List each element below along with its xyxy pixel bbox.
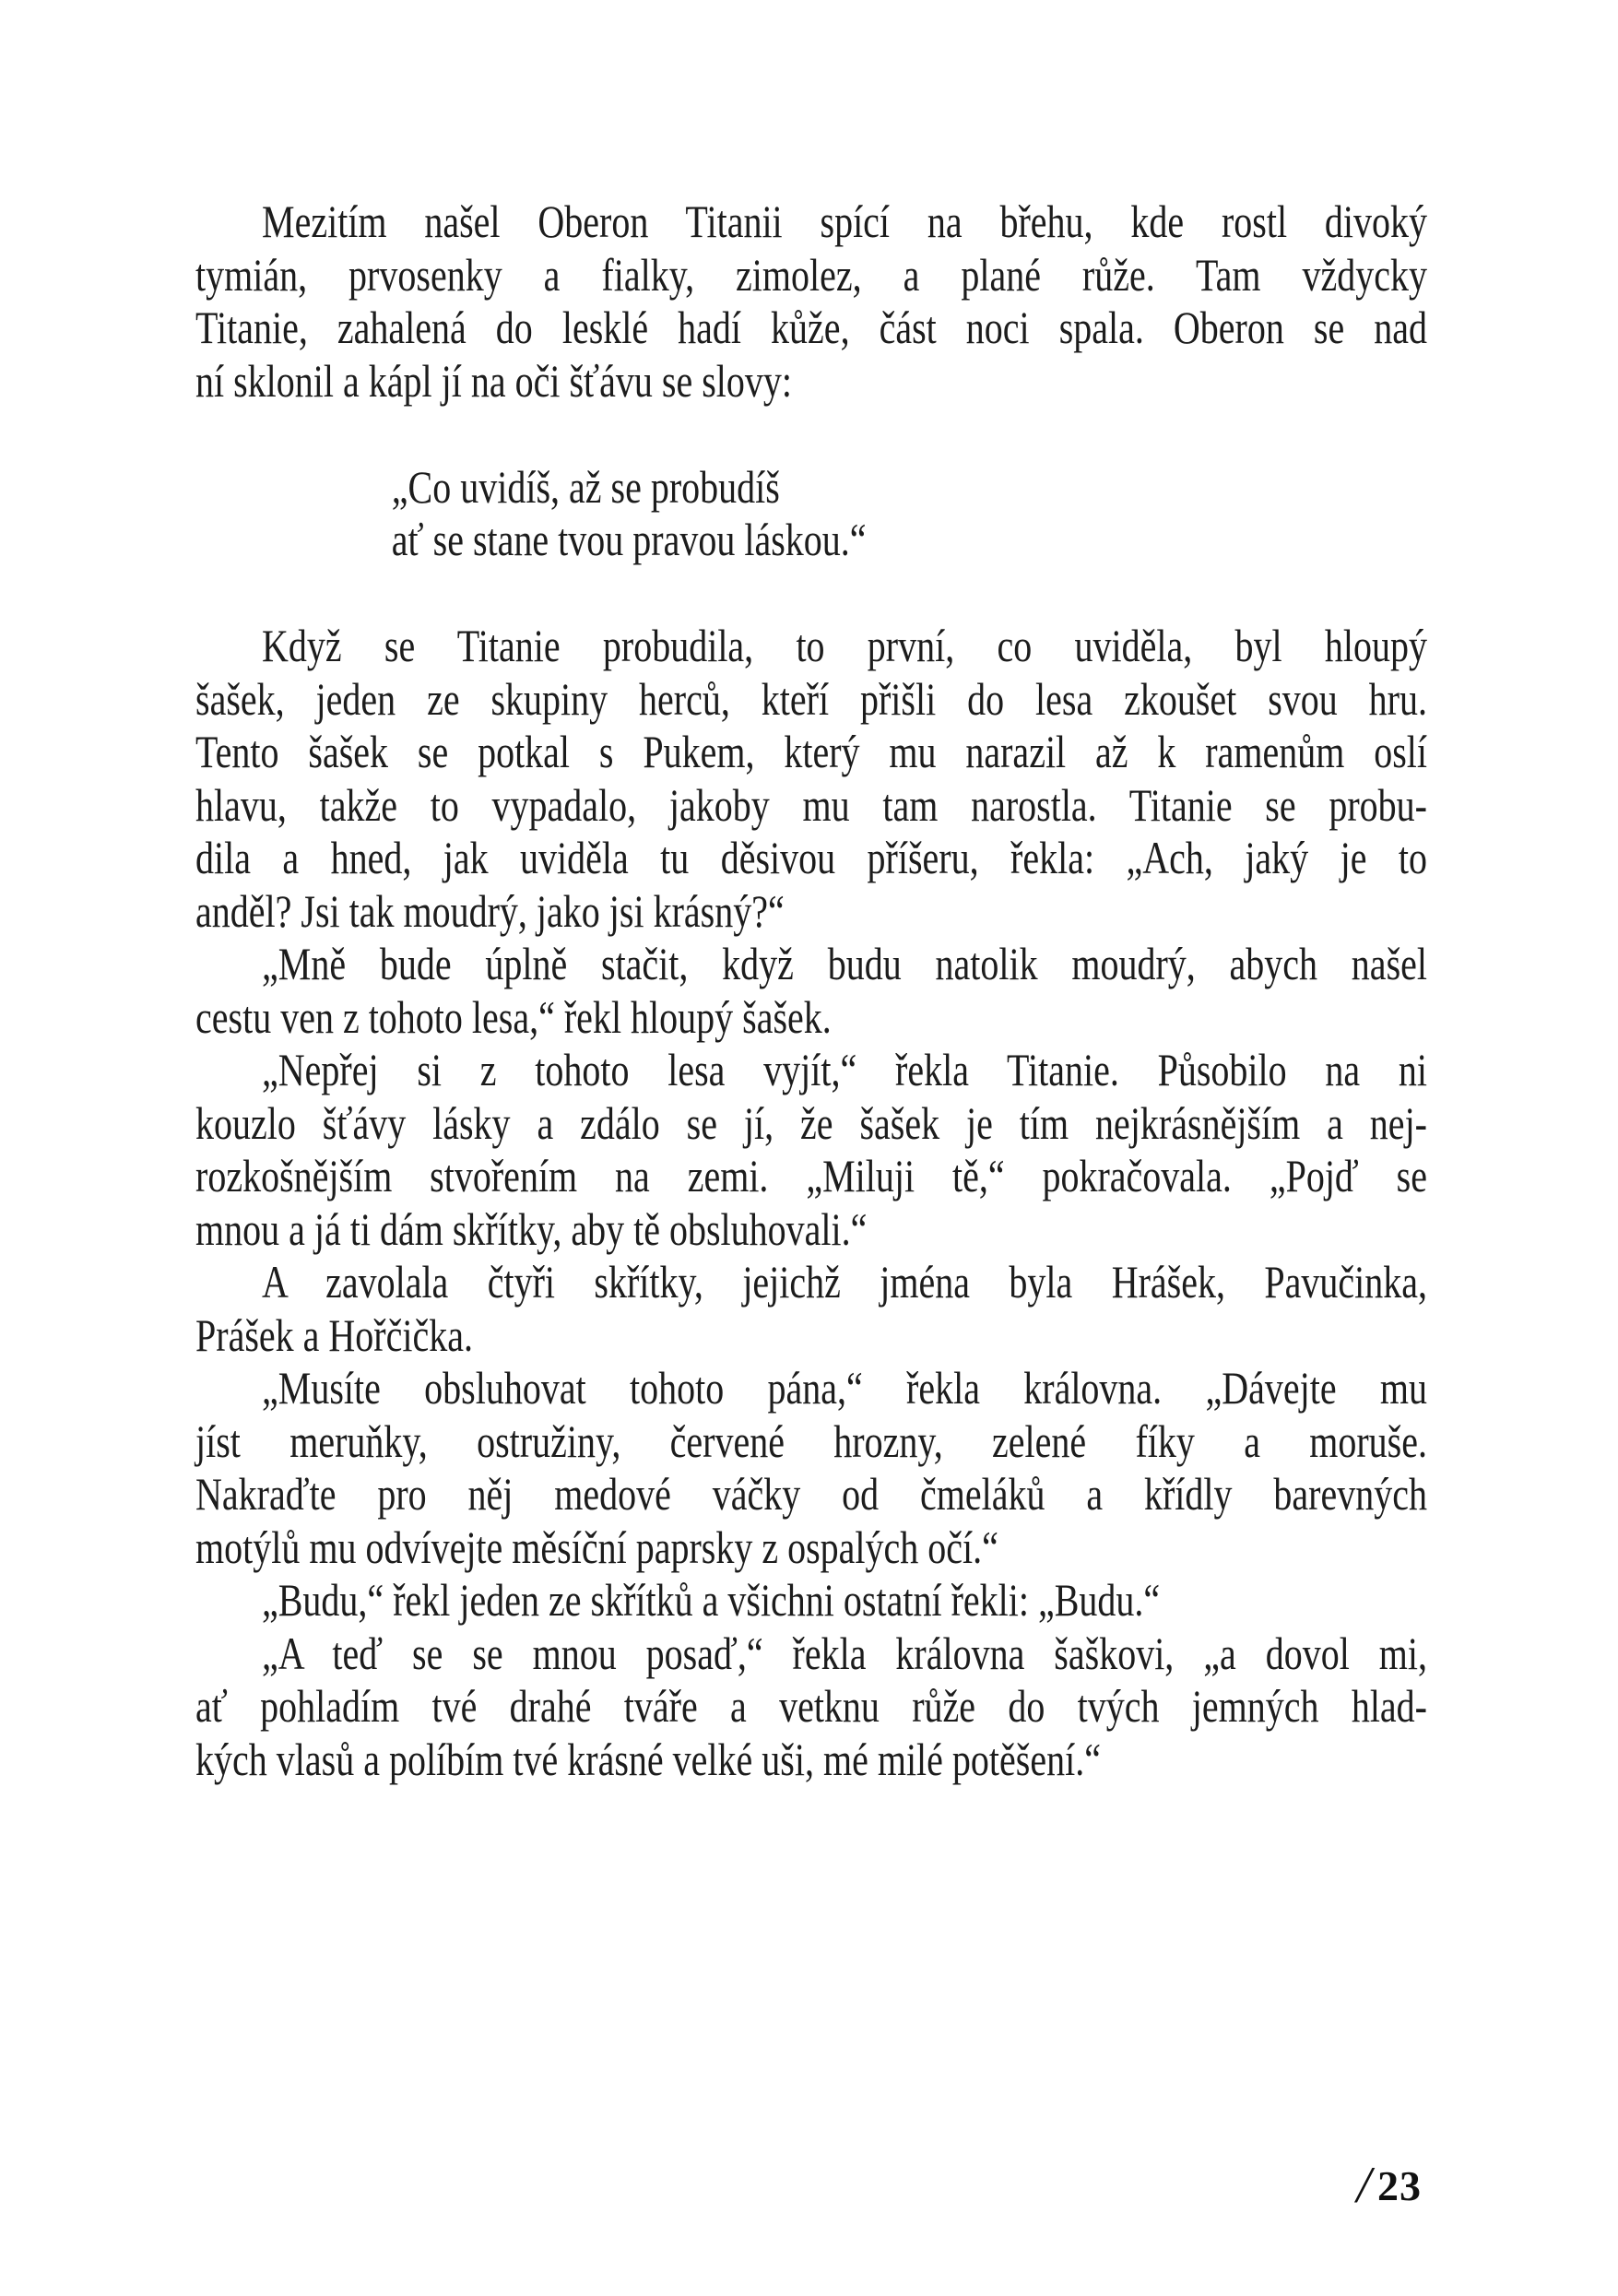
text-line: jíst meruňky, ostružiny, červené hrozny, zelené fíky a moruše. [195,1414,1427,1467]
text-line: Tento šašek se potkal s Pukem, který mu narazil až k ramenům oslí [195,726,1427,777]
text-line: motýlů mu odvívejte měsíční paprsky z ospalých očí.“ [195,1521,998,1573]
body-paragraph [195,938,1427,1044]
body-paragraph [195,1627,1427,1787]
text-line: cestu ven z tohoto lesa,“ řekl hloupý šašek. [195,990,832,1043]
page-number-slash: / [1356,2157,1371,2214]
text-line: ní sklonil a kápl jí na oči šťávu se slovy: [195,354,793,407]
text-line: A zavolala čtyři skřítky, jejichž jména byla Hrášek, Pavučinka, [262,1256,1427,1308]
text-line: hlavu, takže to vypadalo, jakoby mu tam narostla. Titanie se probu- [195,778,1427,831]
text-line: „Mně bude úplně stačit, když budu natolik moudrý, abych našel [262,938,1427,989]
text-line: „A teď se se mnou posaď,“ řekla královna šaškovi, „a dovol mi, [262,1627,1427,1679]
text-line: „Co uvidíš, až se probudíš [391,460,780,513]
page-number [1356,2156,1422,2215]
body-paragraph [195,1256,1427,1362]
text-line: „Musíte obsluhovat tohoto pána,“ řekla královna. „Dávejte mu [262,1362,1427,1414]
text-line: „Nepřej si z tohoto lesa vyjít,“ řekla Titanie. Působilo na ni [262,1044,1427,1095]
body-paragraph [195,1574,1427,1627]
text-line: mnou a já ti dám skřítky, aby tě obsluhovali.“ [195,1202,868,1255]
text-line: Mezitím našel Oberon Titanii spící na břehu, kde rostl divoký [262,195,1427,247]
text-line: šašek, jeden ze skupiny herců, kteří přišli do lesa zkoušet svou hru. [195,672,1427,725]
verse-paragraph [195,461,1427,567]
body-paragraph [195,195,1427,408]
text-line: ať se stane tvou pravou láskou.“ [391,514,867,565]
text-line: ať pohladím tvé drahé tváře a vetknu růže do tvých jemných hlad- [195,1680,1427,1732]
text-line: rozkošnějším stvořením na zemi. „Miluji tě,“ pokračovala. „Pojď se [195,1150,1427,1201]
text-line: Když se Titanie probudila, to první, co uviděla, byl hloupý [262,620,1427,671]
text-line: dila a hned, jak uviděla tu děsivou příšeru, řekla: „Ach, jaký je to [195,832,1427,883]
text-line: kých vlasů a políbím tvé krásné velké uši, mé milé potěšení.“ [195,1733,1101,1785]
text-line: Nakraďte pro něj medové váčky od čmeláků a křídly barevných [195,1468,1427,1520]
text-line: kouzlo šťávy lásky a zdálo se jí, že šašek je tím nejkrásnějším a nej- [195,1096,1427,1149]
body-paragraph [195,1362,1427,1574]
body-paragraph [195,1044,1427,1256]
text-block [195,195,1427,1786]
text-line: anděl? Jsi tak moudrý, jako jsi krásný?“ [195,884,785,937]
page-number-value: 23 [1377,2162,1422,2209]
text-line: „Budu,“ řekl jeden ze skřítků a všichni ostatní řekli: „Budu.“ [262,1574,1161,1626]
text-line: tymián, prvosenky a fialky, zimolez, a plané růže. Tam vždycky [195,248,1427,301]
text-line: Prášek a Hořčička. [195,1308,473,1361]
body-paragraph [195,620,1427,938]
text-line: Titanie, zahalená do lesklé hadí kůže, část noci spala. Oberon se nad [195,302,1427,353]
